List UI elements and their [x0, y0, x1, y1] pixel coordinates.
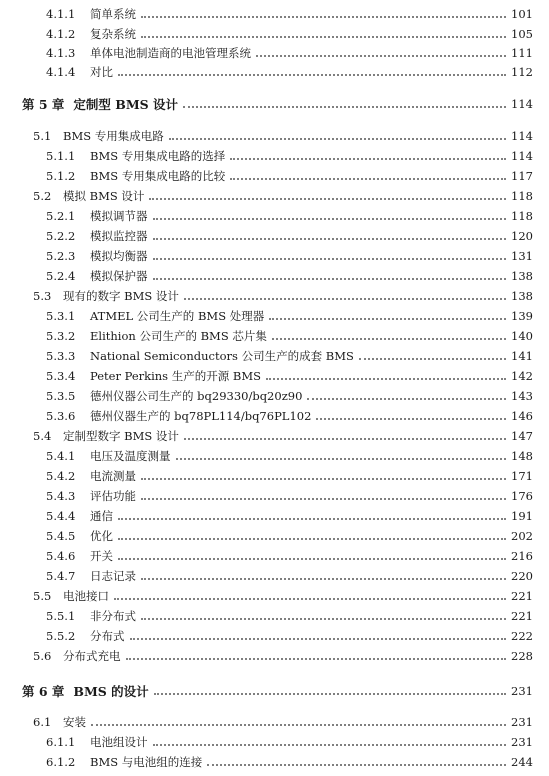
toc-entry-title: National Semiconductors 公司生产的成套 BMS: [90, 349, 354, 363]
toc-entry-title: 德州仪器公司生产的 bq29330/bq20z90: [90, 389, 303, 403]
toc-entry-title: 模拟 BMS 设计: [63, 189, 145, 203]
toc-entry-number: 5.4.5: [46, 529, 76, 543]
toc-subsection-entry: [0, 366, 549, 386]
toc-entry-page-number: 147: [511, 429, 533, 443]
toc-entry-page-number: 171: [511, 469, 533, 483]
dot-leader: [118, 557, 506, 560]
dot-leader: [141, 577, 506, 580]
toc-entry-title: ATMEL 公司生产的 BMS 处理器: [90, 309, 265, 323]
toc-entry-page-number: 222: [511, 629, 533, 643]
toc-entry-number: 5.4: [33, 429, 52, 443]
toc-section-entry: [0, 712, 549, 732]
toc-entry-page-number: 112: [511, 65, 533, 79]
toc-section-entry: [0, 286, 549, 306]
toc-subsection-entry: [0, 206, 549, 226]
dot-leader: [230, 157, 506, 160]
toc-entry-title: BMS 专用集成电路的选择: [90, 149, 226, 163]
toc-subsection-entry: [0, 606, 549, 626]
toc-entry-title: 电池组设计: [90, 735, 148, 749]
dot-leader: [359, 357, 506, 360]
toc-entry-page-number: 231: [511, 735, 533, 749]
toc-subsection-entry: [0, 732, 549, 752]
toc-entry-title: 定制型 BMS 设计: [73, 97, 179, 112]
toc-entry-title: 安装: [63, 715, 86, 729]
dot-leader: [272, 337, 506, 340]
toc-entry-number: 5.4.3: [46, 489, 76, 503]
toc-entry-page-number: 131: [511, 249, 533, 263]
toc-entry-number: 5.3.2: [46, 329, 76, 343]
dot-leader: [126, 657, 507, 660]
toc-entry-title: 复杂系统: [90, 27, 136, 41]
toc-entry-page-number: 141: [511, 349, 533, 363]
toc-subsection-entry: [0, 246, 549, 266]
toc-entry-number: 4.1.1: [46, 7, 76, 21]
toc-entry-number: 4.1.3: [46, 46, 76, 60]
toc-entry-title: BMS 与电池组的连接: [90, 755, 203, 769]
toc-entry-number: 4.1.2: [46, 27, 76, 41]
dot-leader: [169, 137, 506, 140]
toc-subsection-entry: [0, 346, 549, 366]
toc-entry-number: 5.6: [33, 649, 52, 663]
dot-leader: [153, 743, 507, 746]
toc-entry-title: BMS 的设计: [73, 684, 149, 699]
dot-leader: [176, 457, 507, 460]
toc-subsection-entry: [0, 386, 549, 406]
toc-entry-title: 德州仪器生产的 bq78PL114/bq76PL102: [90, 409, 312, 423]
dot-leader: [91, 723, 506, 726]
toc-entry-number: 5.4.2: [46, 469, 76, 483]
toc-entry-title: 通信: [90, 509, 113, 523]
toc-entry-page-number: 220: [511, 569, 533, 583]
toc-entry-number: 5.3.5: [46, 389, 76, 403]
toc-entry-number: 5.2.3: [46, 249, 76, 263]
toc-subsection-entry: [0, 43, 549, 63]
toc-section-entry: [0, 186, 549, 206]
toc-entry-number: 4.1.4: [46, 65, 76, 79]
toc-subsection-entry: [0, 446, 549, 466]
dot-leader: [183, 105, 506, 108]
toc-subsection-entry: [0, 752, 549, 772]
toc-entry-page-number: 105: [511, 27, 533, 41]
dot-leader: [184, 297, 506, 300]
toc-entry-page-number: 202: [511, 529, 533, 543]
toc-entry-title: 开关: [90, 549, 113, 563]
dot-leader: [153, 217, 507, 220]
dot-leader: [149, 197, 506, 200]
toc-entry-page-number: 138: [511, 289, 533, 303]
toc-entry-title: BMS 专用集成电路的比较: [90, 169, 226, 183]
dot-leader: [266, 377, 506, 380]
toc-entry-title: 评估功能: [90, 489, 136, 503]
toc-entry-title: 优化: [90, 529, 113, 543]
toc-entry-page-number: 176: [511, 489, 533, 503]
toc-entry-page-number: 101: [511, 7, 533, 21]
dot-leader: [307, 397, 506, 400]
toc-entry-title: 电压及温度测量: [90, 449, 171, 463]
toc-entry-title: 分布式充电: [63, 649, 121, 663]
toc-subsection-entry: [0, 62, 549, 82]
dot-leader: [118, 517, 506, 520]
toc-entry-title: 模拟监控器: [90, 229, 148, 243]
toc-entry-number: 5.4.6: [46, 549, 76, 563]
toc-subsection-entry: [0, 566, 549, 586]
dot-leader: [256, 54, 506, 57]
toc-subsection-entry: [0, 406, 549, 426]
toc-entry-page-number: 221: [511, 589, 533, 603]
toc-entry-number: 5.3.3: [46, 349, 76, 363]
toc-entry-title: BMS 专用集成电路: [63, 129, 164, 143]
toc-entry-page-number: 114: [511, 129, 533, 143]
toc-entry-title: 电池接口: [63, 589, 109, 603]
toc-entry-title: 对比: [90, 65, 113, 79]
dot-leader: [154, 692, 506, 695]
toc-entry-number: 5.2.2: [46, 229, 76, 243]
toc-section-entry: [0, 426, 549, 446]
dot-leader: [118, 73, 506, 76]
toc-subsection-entry: [0, 466, 549, 486]
toc-entry-page-number: 244: [511, 755, 533, 769]
toc-entry-number: 5.5: [33, 589, 52, 603]
toc-subsection-entry: [0, 486, 549, 506]
toc-subsection-entry: [0, 526, 549, 546]
toc-entry-number: 6.1: [33, 715, 52, 729]
toc-entry-number: 第 5 章: [22, 97, 65, 112]
dot-leader: [207, 763, 506, 766]
dot-leader: [269, 317, 506, 320]
dot-leader: [141, 15, 506, 18]
toc-subsection-entry: [0, 306, 549, 326]
toc-entry-page-number: 138: [511, 269, 533, 283]
toc-entry-page-number: 118: [511, 189, 533, 203]
toc-section-entry: [0, 586, 549, 606]
toc-entry-page-number: 117: [511, 169, 533, 183]
toc-entry-page-number: 221: [511, 609, 533, 623]
toc-entry-page-number: 146: [511, 409, 533, 423]
toc-entry-number: 5.2.4: [46, 269, 76, 283]
toc-entry-number: 5.5.1: [46, 609, 76, 623]
toc-entry-title: Elithion 公司生产的 BMS 芯片集: [90, 329, 267, 343]
toc-entry-page-number: 118: [511, 209, 533, 223]
toc-entry-title: 分布式: [90, 629, 125, 643]
dot-leader: [141, 35, 506, 38]
dot-leader: [316, 417, 506, 420]
toc-entry-number: 5.4.1: [46, 449, 76, 463]
toc-chapter-entry: [0, 681, 549, 701]
toc-entry-number: 6.1.2: [46, 755, 76, 769]
toc-entry-title: Peter Perkins 生产的开源 BMS: [90, 369, 262, 383]
toc-subsection-entry: [0, 166, 549, 186]
toc-entry-number: 5.2.1: [46, 209, 76, 223]
toc-entry-page-number: 111: [511, 46, 533, 60]
toc-entry-title: 模拟均衡器: [90, 249, 148, 263]
toc-entry-page-number: 114: [511, 149, 533, 163]
toc-entry-title: 定制型数字 BMS 设计: [63, 429, 179, 443]
dot-leader: [153, 257, 507, 260]
toc-entry-number: 5.4.4: [46, 509, 76, 523]
toc-chapter-entry: [0, 94, 549, 114]
toc-entry-title: 模拟保护器: [90, 269, 148, 283]
dot-leader: [153, 237, 507, 240]
toc-subsection-entry: [0, 226, 549, 246]
toc-subsection-entry: [0, 326, 549, 346]
toc-entry-number: 6.1.1: [46, 735, 76, 749]
dot-leader: [118, 537, 506, 540]
toc-entry-number: 5.5.2: [46, 629, 76, 643]
toc-entry-number: 第 6 章: [22, 684, 65, 699]
toc-entry-title: 电流测量: [90, 469, 136, 483]
toc-entry-title: 模拟调节器: [90, 209, 148, 223]
toc-entry-title: 非分布式: [90, 609, 136, 623]
dot-leader: [114, 597, 506, 600]
toc-entry-page-number: 143: [511, 389, 533, 403]
toc-subsection-entry: [0, 506, 549, 526]
toc-entry-number: 5.3.1: [46, 309, 76, 323]
toc-entry-number: 5.1.1: [46, 149, 76, 163]
toc-subsection-entry: [0, 146, 549, 166]
dot-leader: [230, 177, 506, 180]
toc-subsection-entry: [0, 266, 549, 286]
dot-leader: [130, 637, 507, 640]
dot-leader: [141, 497, 506, 500]
toc-entry-page-number: 120: [511, 229, 533, 243]
toc-entry-number: 5.1: [33, 129, 52, 143]
toc-entry-number: 5.3.6: [46, 409, 76, 423]
toc-entry-title: 简单系统: [90, 7, 136, 21]
toc-entry-page-number: 148: [511, 449, 533, 463]
toc-subsection-entry: [0, 24, 549, 44]
toc-entry-page-number: 142: [511, 369, 533, 383]
toc-entry-page-number: 228: [511, 649, 533, 663]
toc-entry-title: 日志记录: [90, 569, 136, 583]
toc-entry-number: 5.3.4: [46, 369, 76, 383]
toc-subsection-entry: [0, 4, 549, 24]
toc-entry-page-number: 139: [511, 309, 533, 323]
toc-entry-page-number: 216: [511, 549, 533, 563]
toc-entry-number: 5.4.7: [46, 569, 76, 583]
dot-leader: [153, 277, 507, 280]
toc-subsection-entry: [0, 546, 549, 566]
toc-entry-number: 5.1.2: [46, 169, 76, 183]
toc-entry-page-number: 140: [511, 329, 533, 343]
dot-leader: [184, 437, 506, 440]
toc-section-entry: [0, 646, 549, 666]
dot-leader: [141, 617, 506, 620]
toc-section-entry: [0, 126, 549, 146]
toc-entry-title: 现有的数字 BMS 设计: [63, 289, 179, 303]
toc-entry-page-number: 114: [511, 97, 533, 111]
toc-entry-page-number: 231: [511, 715, 533, 729]
dot-leader: [141, 477, 506, 480]
toc-entry-number: 5.3: [33, 289, 52, 303]
toc-entry-page-number: 231: [511, 684, 533, 698]
toc-entry-title: 单体电池制造商的电池管理系统: [90, 46, 251, 60]
toc-entry-page-number: 191: [511, 509, 533, 523]
toc-subsection-entry: [0, 626, 549, 646]
toc-entry-number: 5.2: [33, 189, 52, 203]
